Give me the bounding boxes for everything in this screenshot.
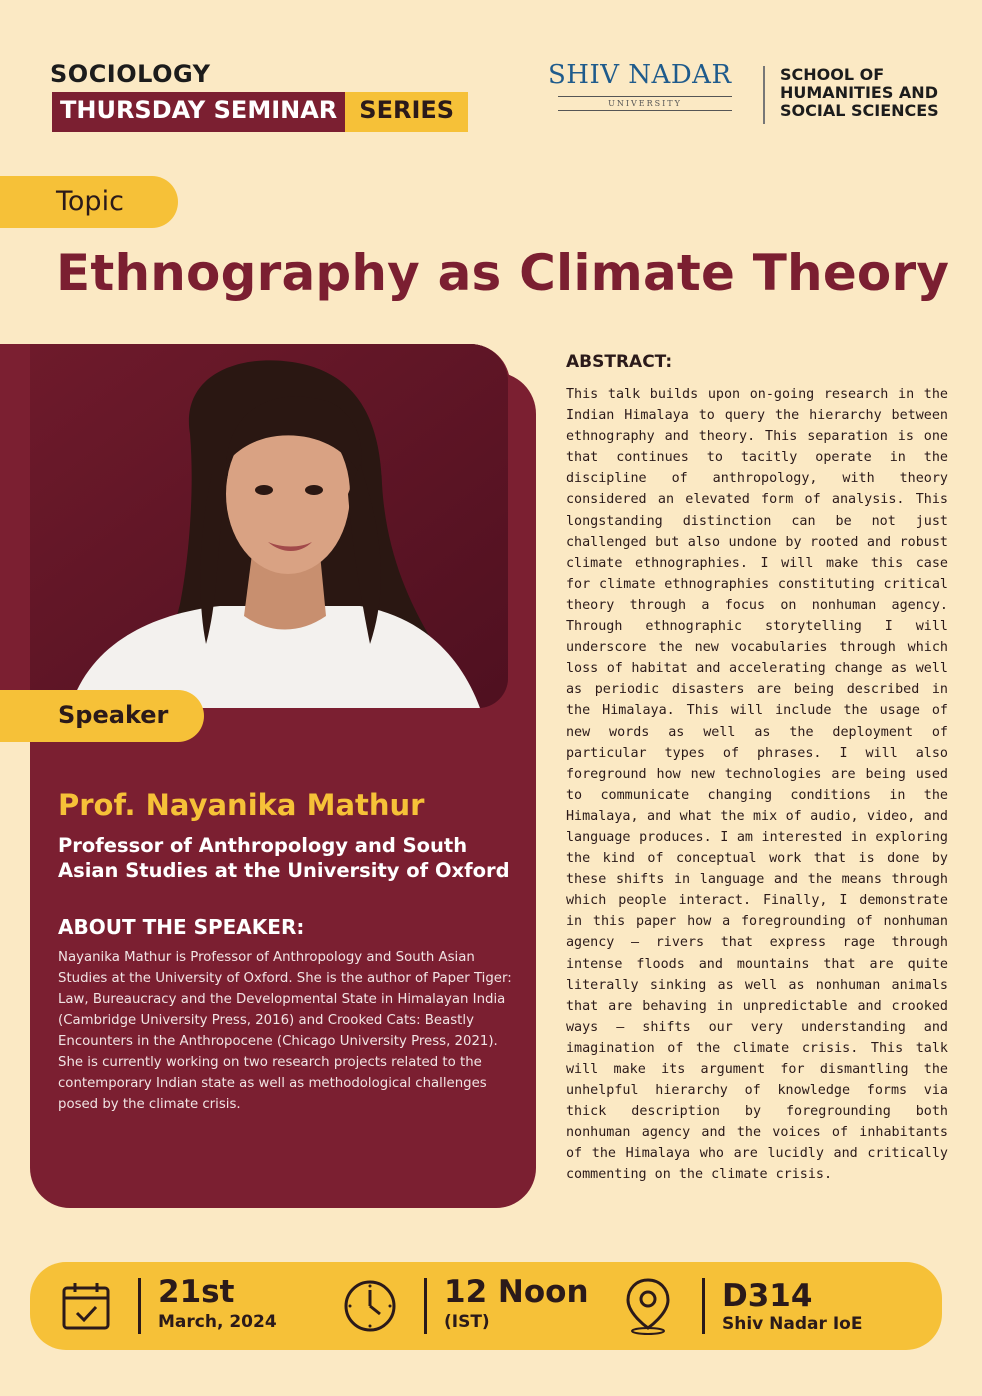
info-divider: [138, 1278, 141, 1334]
school-line: HUMANITIES AND: [780, 83, 938, 102]
school-line: SCHOOL OF: [780, 65, 885, 84]
event-venue: Shiv Nadar IoE: [722, 1314, 863, 1334]
event-timezone: (IST): [444, 1312, 490, 1332]
calendar-icon: [60, 1280, 112, 1336]
university-name: SHIV NADAR: [548, 60, 732, 90]
speaker-label: Speaker: [58, 701, 169, 729]
series-suffix: SERIES: [345, 92, 468, 132]
event-date: 21st: [158, 1274, 235, 1310]
department-label: SOCIOLOGY: [50, 60, 211, 88]
speaker-portrait-image: [30, 344, 508, 708]
clock-icon: [342, 1278, 398, 1338]
university-subtitle: UNIVERSITY: [558, 96, 732, 111]
about-speaker-text: Nayanika Mathur is Professor of Anthropology and South Asian Studies at the University of Oxford. She is the author of Paper Tiger: Law, Bureaucracy and the Developmental State in Himalayan India (Cambridge University Press, 2016) and Crooked Cats: Beastly Encounters in the Anthropocene (Chicago University Press, 2021). She is currently working on two research projects related to the contemporary Indian state as well as methodological challenges posed by the climate crisis.: [58, 950, 512, 1112]
logo-divider: [763, 66, 765, 124]
info-divider: [702, 1278, 705, 1334]
university-logo: [548, 60, 742, 130]
speaker-name: Prof. Nayanika Mathur: [58, 788, 425, 822]
event-room: D314: [722, 1278, 813, 1314]
abstract-text: This talk builds upon on-going research in the Indian Himalaya to query the hierarchy between ethnography and theory. This separation is one that continues to tacitly operate in the discipline of anthropology, with theory considered an elevated form of analysis. This longstanding distinction can be not just challenged but also undone by rooted and robust climate ethnographies. I will make this case for climate ethnographies constituting critical theory through a focus on nonhuman agency. Through ethnographic storytelling I will underscore the new vocabularies through which loss of habitat and accelerating change as well as periodic disasters are being described in the Himalaya. This will include the usage of new words as well as the deployment of particular types of phrases. I will also foreground how new technologies are being used to communicate changing conditions in the Himalaya, and what the mix of audio, video, and language produces. I am interested in exploring the kind of conceptual work that is done by these shifts in language and the means through which people interact. Finally, I demonstrate in this paper how a foregrounding of nonhuman agency – rivers that express rage through intense floods and mountains that are quite literally sinking as well as nonhuman animals that are behaving in unpredictable and crooked ways – shifts our very understanding and imagination of the climate crisis. This talk will make its argument for dismantling the unhelpful hierarchy of knowledge forms via thick description by foregrounding both nonhuman agency and the voices of inhabitants of the Himalaya who are lucidly and critically commenting on the climate crisis.: [566, 387, 948, 1183]
abstract-heading: ABSTRACT:: [566, 352, 673, 372]
event-month-year: March, 2024: [158, 1312, 277, 1332]
location-pin-icon: [622, 1276, 674, 1340]
seminar-series-banner: [52, 92, 468, 132]
school-name: [780, 66, 939, 120]
about-speaker-heading: ABOUT THE SPEAKER:: [58, 915, 305, 939]
series-name: THURSDAY SEMINAR: [52, 92, 345, 132]
speaker-photo: [30, 344, 508, 708]
topic-label: Topic: [56, 186, 124, 217]
talk-title: Ethnography as Climate Theory: [56, 244, 950, 302]
event-time: 12 Noon: [444, 1274, 589, 1310]
info-divider: [424, 1278, 427, 1334]
speaker-position: Professor of Anthropology and South Asian Studies at the University of Oxford: [58, 834, 510, 882]
school-line: SOCIAL SCIENCES: [780, 101, 939, 120]
